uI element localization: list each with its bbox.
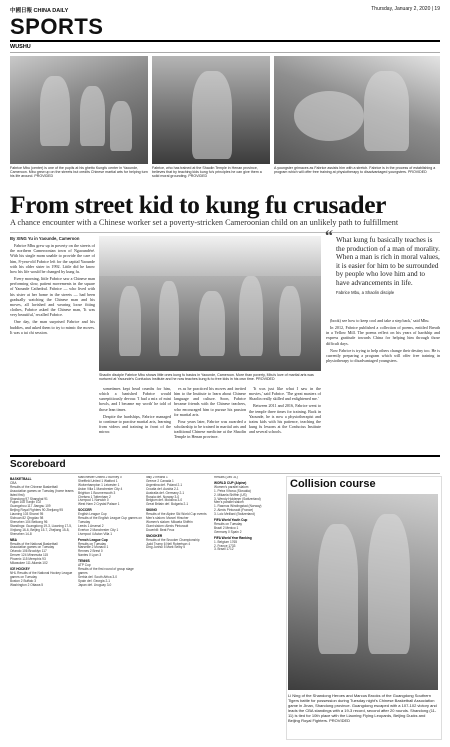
scoreboard-line: Results of the Chinese Basketball Association games on Tuesday (home teams listed first) bbox=[10, 484, 74, 497]
paragraph: sometimes kept head crumbs for him, which a banished Fabrice would surreptitiously devour. 'I had a mix of mini bowls, and I became my worth' he told of those lean times. bbox=[99, 386, 171, 412]
paragraph: (book) see how to keep cool and take a step back,' said Mbu. bbox=[330, 318, 430, 323]
scoreboard-column bbox=[78, 476, 142, 738]
scoreboard-line: Results on Tuesday bbox=[78, 541, 106, 546]
scoreboard-line: Results of the Alpine Ski World Cup events bbox=[146, 512, 207, 517]
scoreboard-line: Argentina def. Poland 2-1 bbox=[146, 482, 183, 487]
scoreboard-line: 3. Loic Meillard (Switzerland) bbox=[214, 512, 255, 517]
scoreboard-line: Sichuan 82 Qingdao 98 bbox=[10, 516, 44, 521]
scoreboard-line: Rennes 2 Brest 0 bbox=[78, 549, 103, 554]
pull-quote-attribution: Fabrice Mbu, a Shaolin disciple bbox=[336, 290, 395, 295]
scoreboard-line: Aston Villa 1 Manchester City 4 bbox=[78, 486, 123, 491]
scoreboard-line: Phoenix 115 Memphis 93 bbox=[10, 557, 46, 562]
paragraph: Despite the hardships, Fabrice managed to continue to practise martial arts, learning from videos and training in front of the mirror. bbox=[99, 413, 171, 435]
scoreboard-line: English League Cup bbox=[78, 512, 107, 517]
photo-caption: Fabrice Mbu (center) is one of the pupils at his ghetto Kungfu center in Yaounde, Cameroon. Mbu grew up on the streets but credits Chinese martial arts for helping turn his life around. PROVIDED bbox=[10, 166, 148, 179]
scoreboard-line: Women's parallel slalom bbox=[214, 484, 249, 489]
photo-fabrice-pose bbox=[152, 56, 270, 164]
scoreboard-title: Scoreboard bbox=[10, 459, 66, 470]
article-column bbox=[326, 318, 440, 468]
scoreboard-line: Downhill: Beat Feuz bbox=[146, 527, 175, 532]
scoreboard-line: Results of the first round of group stage games bbox=[78, 566, 134, 575]
scoreboard-line: Manchester United 2 Burnley 0 bbox=[78, 476, 122, 479]
scoreboard-heading: NBA bbox=[10, 537, 17, 542]
scoreboard-line: Sheffield United 1 Watford 1 bbox=[78, 478, 118, 483]
article-column bbox=[174, 386, 246, 448]
pull-quote-text: What kung fu basically teaches is the production of a man of morality. When a man is rich in moral values, it is easier for him to be surrounded by people who love him and to have advancements in life. bbox=[336, 236, 440, 287]
scoreboard-line: Great Britain def. Bulgaria 2-1 bbox=[146, 502, 189, 507]
paragraph: Now Fabrice is trying to help others change their destiny too. He is currently preparing a program which will offer free training in physiotherapy to disadvantaged youngsters. bbox=[326, 347, 440, 364]
scoreboard-line: Men's parallel slalom bbox=[214, 500, 244, 505]
scoreboard-line: Greece 2 Canada 1 bbox=[146, 478, 174, 483]
scoreboard-line: 3. Brazil 1712 bbox=[214, 547, 234, 552]
article-headline: From street kid to kung fu crusader bbox=[10, 190, 387, 219]
article-column bbox=[99, 386, 171, 448]
photo-kungfu-class bbox=[10, 56, 148, 164]
paragraph: Between 2011 and 2016, Fabrice went to the temple three times for training. Back in Yaounde, he is now a physiotherapist and trains kids with his patience, teaching the kung fu lessons at the Confucius Institute and several schools. bbox=[249, 403, 321, 435]
scoreboard-heading: SOCCER bbox=[78, 508, 92, 513]
scoreboard-line: Spain def. Georgia 2-1 bbox=[78, 578, 111, 583]
scoreboard-line: CBA bbox=[10, 480, 17, 485]
collision-photo-basketball bbox=[288, 494, 438, 690]
scoreboard-line: Chelsea 1 Tottenham 2 bbox=[78, 494, 111, 499]
scoreboard-line: Boston 2 Buffalo 3 bbox=[10, 578, 36, 583]
scoreboard-line: Fujian 108 Tianjin 102 bbox=[10, 500, 42, 505]
paragraph: 'It was just like what I saw in the movies,' said Fabrice. 'The great masters of Shaolin really skilled and enlightened me.' bbox=[249, 386, 321, 402]
scoreboard-heading: WORLD CUP (Alpine) bbox=[214, 480, 247, 485]
scoreboard-line: Liverpool 4 Aston Villa 1 bbox=[78, 531, 112, 536]
scoreboard-line: Milwaukee 111 Atlanta 102 bbox=[10, 561, 48, 566]
scoreboard-line: Shandong 97 Shanghai 91 bbox=[10, 496, 48, 501]
scoreboard-line: Serbia def. South Africa 3-0 bbox=[78, 574, 117, 579]
paragraph: One day, the man surprised Fabrice and his buddies, and asked them to try to mimic the moves. It was a tai chi session. bbox=[10, 319, 95, 335]
divider bbox=[10, 473, 440, 474]
scoreboard-line: Liaoning 103 Shanxi 95 bbox=[10, 512, 44, 517]
scoreboard-line: Belgium def. Moldova 3-0 bbox=[146, 498, 183, 503]
scoreboard-heading: BASKETBALL bbox=[10, 477, 32, 481]
scoreboard-line: Orlando 106 Brooklyn 117 bbox=[10, 549, 47, 554]
scoreboard-line: Nantes 0 Lyon 3 bbox=[78, 553, 102, 558]
scoreboard-line: Brighton 1 Bournemouth 3 bbox=[78, 490, 116, 495]
main-photo-caption: Shaolin disciple Fabrice Mbu shows little ones kung fu basics in Yaounde, Cameroon. More than poverty, Mbu's love of martial arts was nurtured at Yaounde's Confucius Institute and he now teaches kung fu to free kids in his own time. PROVIDED bbox=[99, 373, 314, 382]
scoreboard-line: Beijing Royal Fighters 90 Zhejiang 95 bbox=[10, 508, 63, 513]
issue-date: Thursday, January 2, 2020 | 19 bbox=[371, 6, 440, 12]
scoreboard-heading: French League Cup bbox=[78, 537, 108, 542]
scoreboard-line: 1. Belgium 1765 bbox=[214, 539, 238, 544]
quote-mark-icon: “ bbox=[325, 228, 333, 245]
scoreboard-line: Brazil 2 Mexico 1 bbox=[214, 525, 239, 530]
scoreboard-line: Judd Trump 6 Neil Robertson 4 bbox=[146, 541, 191, 546]
scoreboard-heading: FIFA World Year Ranking bbox=[214, 535, 252, 540]
scoreboard-line: Italy 2 Ireland 1 bbox=[146, 476, 168, 479]
article-column bbox=[10, 236, 95, 432]
newspaper-logo: 中國日報 CHINA DAILY bbox=[10, 8, 69, 14]
scoreboard-line: Giant slalom: Alexis Pinturault bbox=[146, 523, 189, 528]
scoreboard-line: Women's slalom: Mikaela Shiffrin bbox=[146, 519, 193, 524]
photo-caption: A youngster grimaces as Fabrice assists him with a stretch. Fabrice is in the process of establishing a program which will offer free training at physiotherapy to disadvantaged youngsters. PROVIDED bbox=[274, 166, 436, 175]
scoreboard-line: ATP Cup bbox=[78, 563, 91, 568]
scoreboard-line: Guangzhou 117 Jiangsu 109 bbox=[10, 504, 51, 509]
scoreboard-line: Croatia def. Austria 2-1 bbox=[146, 486, 179, 491]
scoreboard-line: Australia def. Germany 2-1 bbox=[146, 490, 185, 495]
pull-quote bbox=[325, 228, 440, 298]
scoreboard-line: Results (Dec 31) bbox=[214, 476, 238, 479]
paragraph: Fabrice Mbu grew up in poverty on the streets of the northern Cameroonian town of Ngaoundéré. With his single mom unable to provide the care of him, 8-year-old Fabrice left for the capital Yaounde with his older sister in 1992. Little did he know how his life would be changed by kung fu. bbox=[10, 243, 95, 274]
article-subhead: A chance encounter with a Chinese worker set a poverty-stricken Cameroonian child on an unlikely path to fulfillment bbox=[10, 218, 399, 227]
scoreboard-heading: TENNIS bbox=[78, 559, 90, 564]
divider bbox=[10, 455, 440, 457]
scoreboard-line: Shenzhen 104 Beikong 96 bbox=[10, 519, 48, 524]
scoreboard-line: 1. Petra Vlhova (Slovakia) bbox=[214, 488, 251, 493]
paragraph: In 2012, Fabrice published a collection of poems, entitled Breath in a Yellow Mill. The poems reflect on his years of hardship and express gratitude towards China for helping him through those difficult days. bbox=[326, 325, 440, 346]
scoreboard-line: 2. Alexis Pinturault (France) bbox=[214, 508, 254, 513]
divider bbox=[10, 40, 440, 42]
divider bbox=[10, 232, 440, 233]
subsection-label: WUSHU bbox=[10, 44, 31, 50]
scoreboard-line: Marseille 2 Monaco 1 bbox=[78, 545, 109, 550]
scoreboard-line: Ding Junhui 5 Mark Selby 5 bbox=[146, 545, 185, 550]
scoreboard-heading: SNOOKER bbox=[146, 533, 163, 538]
scoreboard-line: Everton 2 Manchester City 1 bbox=[78, 527, 119, 532]
photo-caption: Fabrice, who has trained at the Shaolin Temple in Henan province, believes that by teaching kids kung fu's principles he can give them a solid moral grounding. PROVIDED bbox=[152, 166, 262, 179]
photo-stretch bbox=[274, 56, 440, 164]
scoreboard-line: 2. France 1733 bbox=[214, 543, 236, 548]
scoreboard-line: Standings: Guangdong 19-3, Liaoning 17-5, Xinjiang 16-6, Beijing 15-7, Zhejiang 15-8, Shenzhen 14-8 bbox=[10, 523, 72, 536]
scoreboard-line: Liverpool 1 Norwich 0 bbox=[78, 498, 109, 503]
paragraph: Four years later, Fabrice was awarded a scholarship to be trained in martial arts and traditional Chinese medicine at the Shaolin Temple in Henan province. bbox=[174, 418, 246, 440]
scoreboard-column bbox=[10, 476, 74, 738]
scoreboard-line: Japan def. Uruguay 3-0 bbox=[78, 582, 112, 587]
scoreboard-line: Results of the English League Cup games on Tuesday bbox=[78, 516, 142, 524]
scoreboard-line: 2. Mikaela Shiffrin (US) bbox=[214, 492, 247, 497]
scoreboard-line: West Ham 2 Crystal Palace 1 bbox=[78, 502, 120, 507]
collision-caption: Li Ning of the Shandong Heroes and Marcus Brooks of the Guangdong Southern Tigers battle for possession during Tuesday night's Chinese Basketball Association game in Jinan, Shandong province. Guangdong escaped with a 107-102 victory and leads the CBA standings with a 19-3 record, second after 20 rounds. Shandong (11-11) is tied for 10th place with the Liaoning Flying Leopards, Beijing Ducks and Beijing Royal Fighters. PROVIDED bbox=[288, 693, 437, 723]
scoreboard-column bbox=[214, 476, 278, 738]
scoreboard-line: Results of the Snooker Championship bbox=[146, 537, 200, 542]
article-column bbox=[249, 386, 321, 448]
scoreboard-line: Washington 2 Ottawa 5 bbox=[10, 582, 44, 587]
scoreboard-heading: SKIING bbox=[146, 508, 157, 513]
paragraph: es as he practiced his moves and invited him to the Institute to learn about Chinese language and culture. Soon, Fabrice became friends with the Chinese teachers, who encouraged him to pursue his passion for martial arts. bbox=[174, 386, 246, 417]
scoreboard-line: Denver 124 Minnesota 115 bbox=[10, 553, 49, 558]
scoreboard-line: Men's slalom: Marcel Hirscher bbox=[146, 516, 189, 521]
scoreboard-line: Wolverhampton 1 Leicester 1 bbox=[78, 482, 120, 487]
byline: By XING Yu in Yaounde, Cameroon bbox=[10, 236, 80, 241]
scoreboard-line: Russia def. Norway 3-0 bbox=[146, 494, 180, 499]
section-title: SPORTS bbox=[10, 14, 104, 39]
scoreboard-line: Results on Tuesday bbox=[214, 521, 242, 526]
scoreboard-column bbox=[146, 476, 210, 738]
divider bbox=[10, 52, 440, 53]
scoreboard-heading: FIFA World Youth Cup bbox=[214, 518, 248, 523]
scoreboard-heading: ICE HOCKEY bbox=[10, 566, 30, 571]
scoreboard-line: Results of the National Basketball Association games on Tuesday bbox=[10, 541, 58, 550]
scoreboard-line: Germany 0 Spain 2 bbox=[214, 529, 242, 534]
scoreboard-line: Leeds 1 Arsenal 2 bbox=[78, 523, 104, 528]
collision-course-title: Collision course bbox=[290, 478, 376, 490]
scoreboard-line: NHL Results of the National Hockey League games on Tuesday bbox=[10, 570, 73, 579]
main-photo-kungfu-kids bbox=[99, 236, 321, 371]
scoreboard-line: 1. Rasmus Windingstad (Norway) bbox=[214, 504, 262, 509]
paragraph: Every morning, little Fabrice saw a Chinese man performing slow, patient movements in the square of Yaounde Cathedral. Fabrice — who lived with his sister at her home in the streets — had been gradually watching the Chinese man and his moves, all lavished and wearing loose fitting clothes, Fabrice asked the Chinese man, 'It was very beautiful,' recalled Fabrice. bbox=[10, 276, 95, 318]
scoreboard-line: 3. Wendy Holdener (Switzerland) bbox=[214, 496, 261, 501]
